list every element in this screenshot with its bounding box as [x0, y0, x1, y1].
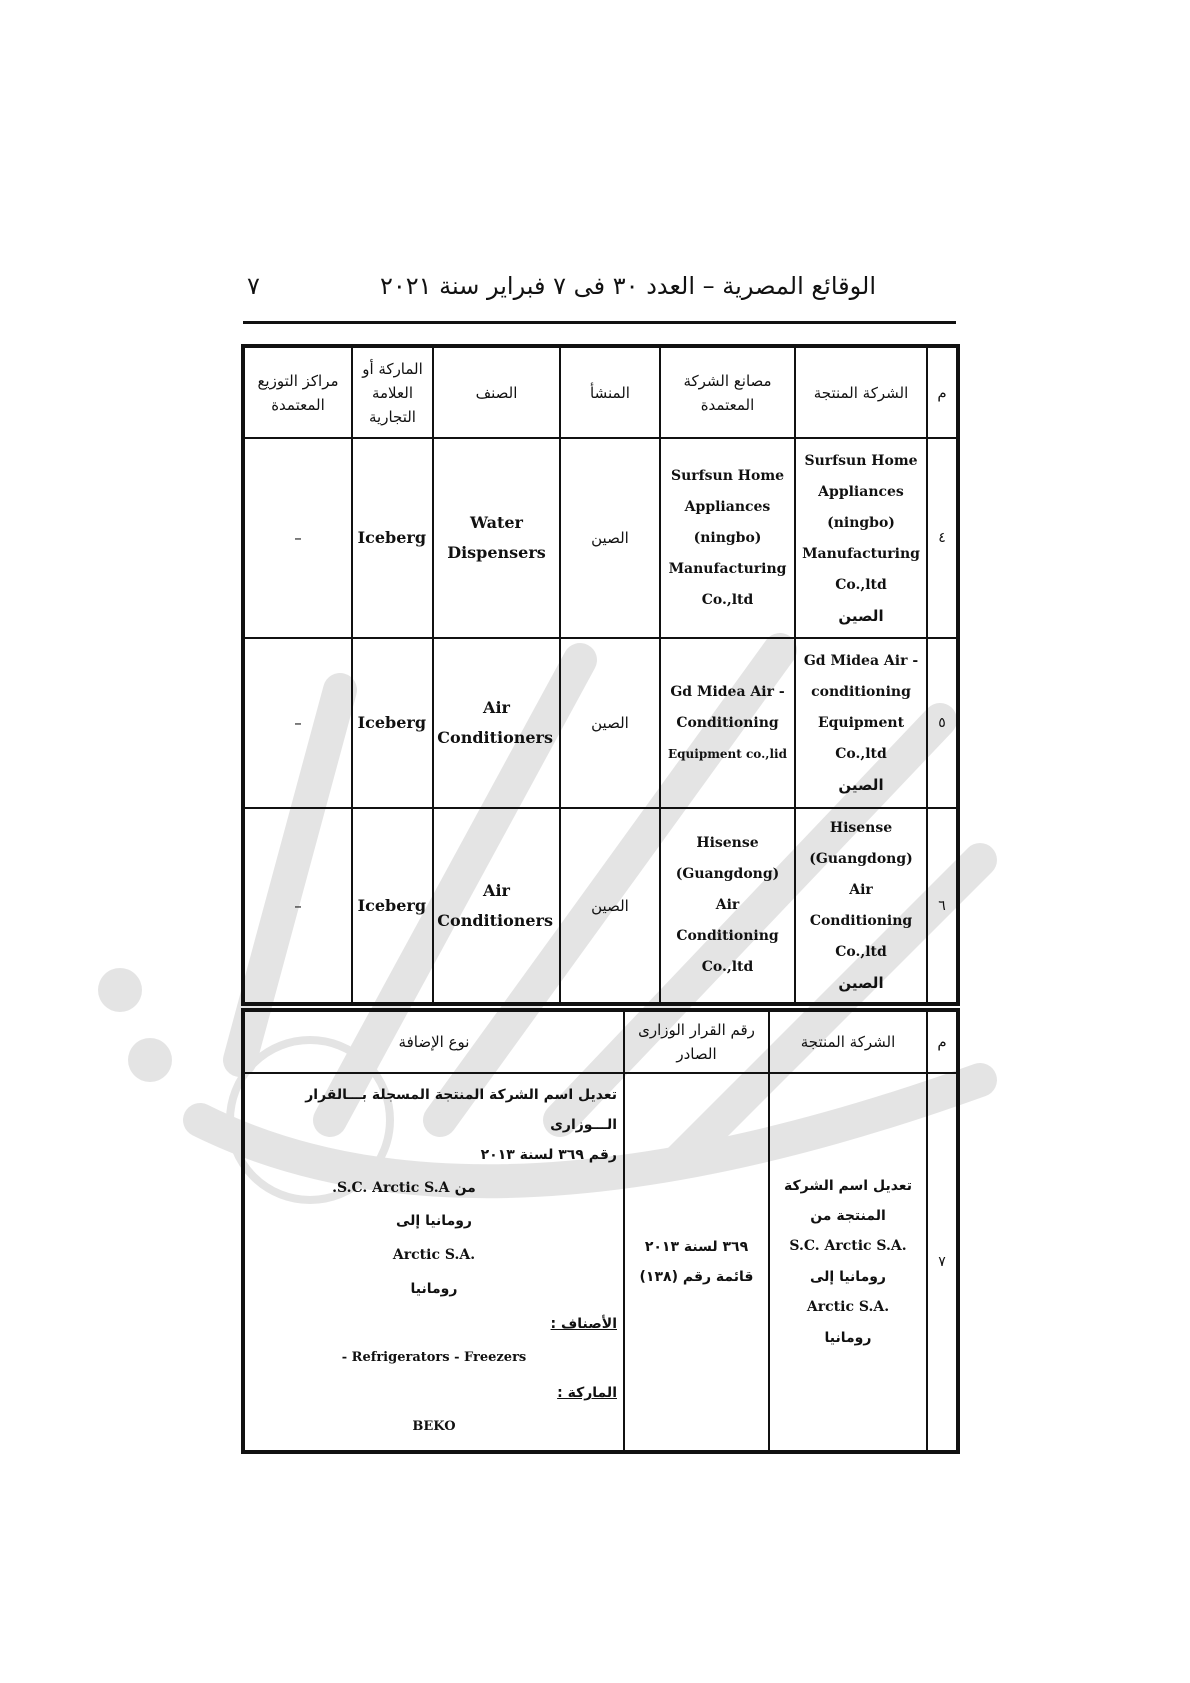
items-label: الأصناف : [550, 1316, 617, 1332]
distribution-centers: – [244, 638, 352, 808]
col-header: مصانع الشركة المعتمدة [660, 347, 795, 438]
producing-company: Surfsun Home Appliances (ningbo) Manufacturing Co.,ltd الصين [795, 438, 927, 638]
col-header: المنشأ [560, 347, 660, 438]
table-header-row [244, 1011, 957, 1073]
producing-company: Gd Midea Air - conditioning Equipment Co.,ltd الصين [795, 638, 927, 808]
col-header: م [927, 1011, 957, 1073]
col-header: الشركة المنتجة [769, 1011, 927, 1073]
origin: الصين [560, 638, 660, 808]
page-number: ٧ [247, 272, 260, 300]
table-row [244, 1073, 957, 1451]
approved-factory: Surfsun Home Appliances (ningbo) Manufacturing Co.,ltd [660, 438, 795, 638]
amendments-table [243, 1010, 958, 1452]
table-header-row [244, 347, 957, 438]
addition-type: تعديل اسم الشركة المنتجة المسجلة بـــالقرار الـــوزارى رقم ٣٦٩ لسنة ٢٠١٣ من S.C. Arctic S.A. رومانيا إلى Arctic S.A. رومانيا الأصناف : - Refrigerators - Freezers الماركة : BEKO [244, 1073, 624, 1451]
origin: الصين [560, 808, 660, 1003]
col-header: مراكز التوزيع المعتمدة [244, 347, 352, 438]
row-number: ٤ [927, 438, 957, 638]
brand: Iceberg [352, 808, 433, 1003]
table-row [244, 808, 957, 1003]
page-header [243, 268, 956, 312]
ministerial-decree: ٣٦٩ لسنة ٢٠١٣ قائمة رقم (١٣٨) [624, 1073, 769, 1451]
brand: Iceberg [352, 638, 433, 808]
item-type: Water Dispensers [433, 438, 560, 638]
brand: Iceberg [352, 438, 433, 638]
row-number: ٧ [927, 1073, 957, 1451]
brand-label: الماركة : [557, 1385, 617, 1401]
item-type: Air Conditioners [433, 808, 560, 1003]
distribution-centers: – [244, 438, 352, 638]
table-row [244, 638, 957, 808]
item-type: Air Conditioners [433, 638, 560, 808]
products-table [243, 346, 958, 1004]
producing-company: تعديل اسم الشركة المنتجة من S.C. Arctic S.A. رومانيا إلى Arctic S.A. رومانيا [769, 1073, 927, 1451]
table-row [244, 438, 957, 638]
row-number: ٥ [927, 638, 957, 808]
col-header: م [927, 347, 957, 438]
row-number: ٦ [927, 808, 957, 1003]
col-header: الصنف [433, 347, 560, 438]
producing-company: Hisense (Guangdong) Air Conditioning Co.,ltd الصين [795, 808, 927, 1003]
header-rule [243, 321, 956, 324]
col-header: الماركة أو العلامة التجارية [352, 347, 433, 438]
distribution-centers: – [244, 808, 352, 1003]
approved-factory: Gd Midea Air - Conditioning Equipment co.,lid [660, 638, 795, 808]
origin: الصين [560, 438, 660, 638]
approved-factory: Hisense (Guangdong) Air Conditioning Co.,ltd [660, 808, 795, 1003]
col-header: رقم القرار الوزارى الصادر [624, 1011, 769, 1073]
col-header: الشركة المنتجة [795, 347, 927, 438]
gazette-title: الوقائع المصرية – العدد ٣٠ فى ٧ فبراير سنة ٢٠٢١ [379, 272, 876, 300]
col-header: نوع الإضافة [244, 1011, 624, 1073]
